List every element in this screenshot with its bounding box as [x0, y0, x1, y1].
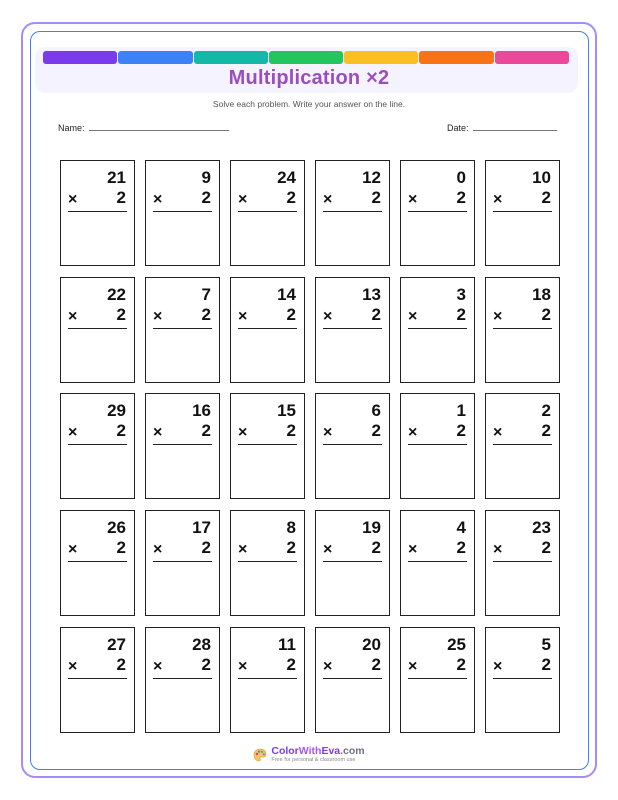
multiplier: 2 [116, 304, 126, 324]
problem-card[interactable] [230, 277, 305, 383]
color-bar-segment [43, 51, 117, 64]
answer-line [323, 328, 382, 329]
problem-card[interactable] [145, 627, 220, 733]
answer-line [493, 211, 552, 212]
multiplier: 2 [541, 538, 551, 558]
multiplicand: 1 [456, 401, 466, 421]
multiplicand: 0 [456, 168, 466, 187]
multiplicand: 16 [192, 401, 211, 421]
problem-card[interactable] [145, 277, 220, 383]
multiplicand: 14 [277, 284, 296, 304]
problem-card[interactable] [400, 627, 475, 733]
problem-card[interactable] [145, 393, 220, 499]
multiply-sign-icon: × [153, 541, 163, 559]
multiplicand: 3 [456, 284, 466, 304]
date-field[interactable] [447, 122, 557, 133]
multiply-sign-icon: × [408, 424, 418, 442]
multiplicand: 4 [456, 518, 466, 538]
answer-line [323, 444, 382, 445]
problem-card[interactable] [485, 627, 560, 733]
multiply-sign-icon: × [323, 191, 333, 208]
multiply-sign-icon: × [68, 424, 78, 442]
multiply-sign-icon: × [238, 191, 248, 208]
problem-card[interactable] [230, 627, 305, 733]
multiplier: 2 [371, 421, 381, 441]
multiplicand: 5 [541, 634, 551, 654]
multiplier: 2 [286, 188, 296, 207]
multiplier: 2 [116, 538, 126, 558]
multiplicand: 26 [107, 518, 126, 538]
multiplicand: 21 [107, 168, 126, 187]
multiply-sign-icon: × [238, 541, 248, 559]
answer-line [153, 328, 212, 329]
multiplier: 2 [286, 654, 296, 674]
multiplicand: 24 [277, 168, 296, 187]
multiply-sign-icon: × [68, 657, 78, 675]
multiplicand: 10 [532, 168, 551, 187]
color-bar-segment [269, 51, 343, 64]
problem-card[interactable] [60, 627, 135, 733]
multiplicand: 13 [362, 284, 381, 304]
multiplicand: 22 [107, 284, 126, 304]
multiplier: 2 [201, 421, 211, 441]
answer-line [408, 561, 467, 562]
multiplicand: 27 [107, 634, 126, 654]
multiply-sign-icon: × [68, 307, 78, 325]
answer-line [493, 328, 552, 329]
multiplicand: 15 [277, 401, 296, 421]
multiplier: 2 [541, 304, 551, 324]
answer-line [68, 444, 127, 445]
date-label: Date: [447, 123, 469, 133]
multiplier: 2 [456, 304, 466, 324]
multiply-sign-icon: × [493, 541, 503, 559]
multiply-sign-icon: × [323, 424, 333, 442]
answer-line [238, 328, 297, 329]
palette-icon [253, 748, 267, 762]
answer-line [238, 678, 297, 679]
problem-card[interactable] [400, 393, 475, 499]
multiply-sign-icon: × [408, 307, 418, 325]
multiply-sign-icon: × [323, 657, 333, 675]
answer-line [153, 444, 212, 445]
problem-card[interactable] [230, 160, 305, 266]
multiplier: 2 [371, 538, 381, 558]
multiplier: 2 [116, 421, 126, 441]
multiply-sign-icon: × [408, 657, 418, 675]
answer-line [153, 561, 212, 562]
multiplicand: 25 [447, 634, 466, 654]
problem-card[interactable] [60, 277, 135, 383]
answer-line [68, 678, 127, 679]
multiplier: 2 [201, 188, 211, 207]
multiplicand: 9 [201, 168, 211, 187]
problem-card[interactable] [485, 160, 560, 266]
multiplicand: 29 [107, 401, 126, 421]
answer-line [493, 444, 552, 445]
answer-line [153, 211, 212, 212]
multiplier: 2 [201, 538, 211, 558]
color-bar-segment [344, 51, 418, 64]
answer-line [68, 211, 127, 212]
problem-card[interactable] [60, 510, 135, 616]
problem-card[interactable] [230, 393, 305, 499]
multiplicand: 28 [192, 634, 211, 654]
rainbow-color-bar [43, 51, 569, 64]
problem-card[interactable] [315, 627, 390, 733]
problem-card[interactable] [145, 510, 220, 616]
multiply-sign-icon: × [68, 191, 78, 208]
answer-line [238, 561, 297, 562]
multiplicand: 11 [278, 634, 296, 654]
multiply-sign-icon: × [493, 307, 503, 325]
multiplier: 2 [541, 421, 551, 441]
multiplier: 2 [201, 304, 211, 324]
problem-card[interactable] [230, 510, 305, 616]
problem-card[interactable] [400, 510, 475, 616]
multiply-sign-icon: × [493, 191, 503, 208]
answer-line [238, 211, 297, 212]
color-bar-segment [419, 51, 493, 64]
answer-line [408, 678, 467, 679]
multiply-sign-icon: × [238, 307, 248, 325]
problem-card[interactable] [60, 160, 135, 266]
footer-tagline: Free for personal & classroom use [271, 756, 356, 763]
multiply-sign-icon: × [153, 424, 163, 442]
multiply-sign-icon: × [153, 191, 163, 208]
multiplier: 2 [456, 188, 466, 207]
multiply-sign-icon: × [238, 424, 248, 442]
problem-card[interactable] [400, 160, 475, 266]
multiplicand: 18 [532, 284, 551, 304]
problem-card[interactable] [400, 277, 475, 383]
date-blank-line[interactable] [473, 122, 557, 131]
problem-grid [60, 160, 560, 733]
multiplicand: 20 [362, 634, 381, 654]
answer-line [323, 561, 382, 562]
multiply-sign-icon: × [408, 541, 418, 559]
problem-card[interactable] [485, 277, 560, 383]
problem-card[interactable] [315, 393, 390, 499]
answer-line [408, 444, 467, 445]
multiply-sign-icon: × [408, 191, 418, 208]
multiplicand: 17 [192, 518, 211, 538]
multiplicand: 23 [532, 518, 551, 538]
multiply-sign-icon: × [493, 424, 503, 442]
instructions-text: Solve each problem. Write your answer on the line. [212, 99, 406, 109]
problem-card[interactable] [60, 393, 135, 499]
multiplier: 2 [286, 304, 296, 324]
answer-line [68, 328, 127, 329]
multiply-sign-icon: × [323, 541, 333, 559]
multiplier: 2 [541, 654, 551, 674]
name-label: Name: [58, 123, 85, 133]
multiplier: 2 [456, 421, 466, 441]
multiplier: 2 [456, 654, 466, 674]
multiplier: 2 [201, 654, 211, 674]
answer-line [323, 211, 382, 212]
problem-card[interactable] [485, 510, 560, 616]
color-bar-segment [118, 51, 192, 64]
answer-line [408, 328, 467, 329]
worksheet-title: Multiplication ×2 [228, 67, 390, 89]
multiplier: 2 [371, 188, 381, 207]
problem-card[interactable] [315, 160, 390, 266]
multiply-sign-icon: × [493, 657, 503, 675]
problem-card[interactable] [145, 160, 220, 266]
multiplicand: 2 [541, 401, 551, 421]
multiplicand: 7 [201, 284, 211, 304]
name-field[interactable] [58, 122, 229, 133]
color-bar-segment [194, 51, 268, 64]
multiply-sign-icon: × [238, 657, 248, 675]
multiplier: 2 [286, 421, 296, 441]
multiplicand: 6 [371, 401, 381, 421]
problem-card[interactable] [485, 393, 560, 499]
multiplier: 2 [116, 654, 126, 674]
brand-name[interactable]: ColorWithEva.com [271, 745, 365, 757]
problem-card[interactable] [315, 510, 390, 616]
multiplier: 2 [286, 538, 296, 558]
multiplicand: 8 [286, 518, 296, 538]
problem-card[interactable] [315, 277, 390, 383]
multiplier: 2 [116, 188, 126, 207]
multiplicand: 12 [362, 168, 381, 187]
answer-line [153, 678, 212, 679]
multiplier: 2 [456, 538, 466, 558]
multiply-sign-icon: × [153, 307, 163, 325]
multiply-sign-icon: × [323, 307, 333, 325]
answer-line [493, 678, 552, 679]
footer [0, 746, 618, 763]
multiplier: 2 [371, 654, 381, 674]
multiplicand: 19 [362, 518, 381, 538]
answer-line [68, 561, 127, 562]
multiplier: 2 [541, 188, 551, 207]
answer-line [238, 444, 297, 445]
color-bar-segment [495, 51, 569, 64]
name-blank-line[interactable] [89, 122, 229, 131]
answer-line [323, 678, 382, 679]
answer-line [408, 211, 467, 212]
answer-line [493, 561, 552, 562]
multiply-sign-icon: × [153, 657, 163, 675]
multiplier: 2 [371, 304, 381, 324]
multiply-sign-icon: × [68, 541, 78, 559]
